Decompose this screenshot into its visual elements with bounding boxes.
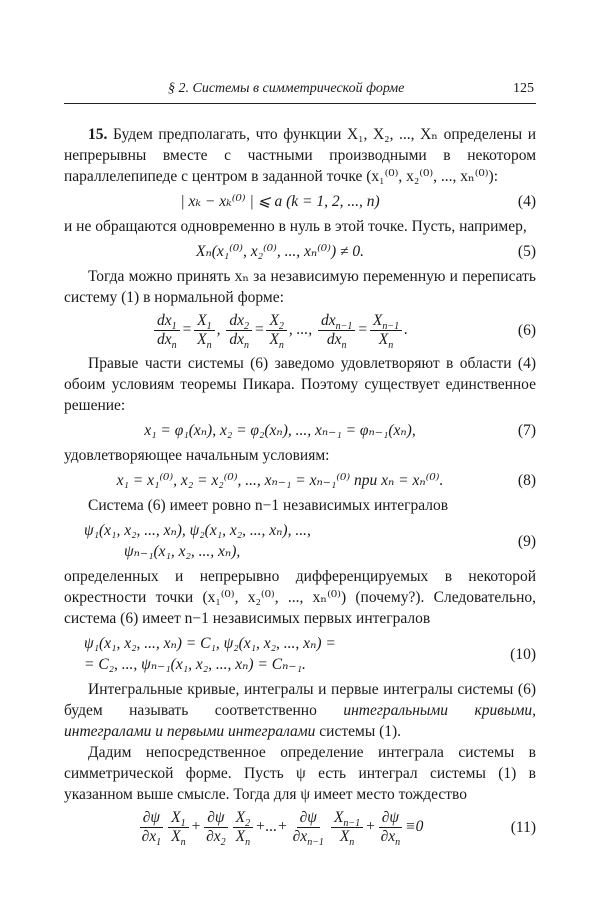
paragraph-6: Система (6) имеет ровно n−1 независимых интегралов [88, 497, 449, 514]
fraction: $\frac{dx_{n-1}}{dx_n}$ [318, 312, 355, 349]
equation-4 [64, 191, 536, 212]
fraction: $\frac{X_{n-1}}{X_n}$ [331, 809, 363, 846]
equation-11-number: (11) [510, 819, 536, 836]
equation-10-body [64, 633, 496, 675]
equation-9 [64, 520, 536, 562]
equation-5-number: (5) [517, 243, 536, 260]
fraction: $\frac{X_1}{X_n}$ [168, 809, 188, 846]
equation-11 [64, 809, 536, 849]
paragraph-2: и не обращаются одновременно в нуль в этой точке. Пусть, например, [64, 218, 527, 235]
equation-4-body: | xₖ − xₖ⁽⁰⁾ | ⩽ a (k = 1, 2, ..., n) [180, 193, 380, 210]
equation-9-number: (9) [517, 532, 536, 550]
equation-5-body: Xₙ(x₁⁽⁰⁾, x₂⁽⁰⁾, ..., xₙ⁽⁰⁾) ≠ 0. [195, 243, 364, 260]
paragraph-8-end: системы (1). [315, 723, 402, 740]
running-header [64, 78, 536, 104]
equation-7-body: x₁ = φ₁(xₙ), x₂ = φ₂(xₙ), ..., xₙ₋₁ = φₙ₋₁(xₙ), [144, 422, 416, 439]
equation-9-line-1: ψ₁(x₁, x₂, ..., xₙ), ψ₂(x₁, x₂, ..., xₙ), ..., [84, 522, 311, 539]
fraction: $\frac{\partial\psi}{\partial x_n}$ [380, 809, 401, 849]
paragraph-8-start: Интегральные кривые, интегралы и первые интегралы системы (6) будем называть соответственно [64, 681, 536, 719]
paragraph-8-emphasis: интегральными кривыми, интегралами и первыми интегралами [64, 702, 536, 740]
paragraph-5: удовлетворяющее начальным условиям: [64, 447, 330, 464]
intro-paragraph [64, 124, 536, 187]
equation-11-body: $\frac{\partial\psi}{\partial x_1}$ $\frac{X_1}{X_n}$ + $\frac{\partial\psi}{\partial x_2}$ $\frac{X_2}{X_n}$ +...+ $\frac{\partial\psi}{\partial x_{n-1}}$ $\frac{X_{n-1}}{X_n}$ + $\frac{\partial\psi}{\partial x_n}$ ≡0 [64, 809, 496, 846]
equation-10-line-2: = C₂, ..., ψₙ₋₁(x₁, x₂, ..., xₙ) = Cₙ₋₁. [84, 656, 306, 673]
fraction: $\frac{\partial\psi}{\partial x_2}$ [206, 809, 226, 849]
equation-6-body: $\frac{dx_1}{dx_n}$ = $\frac{X_1}{X_n}$ , $\frac{dx_2}{dx_n}$ = $\frac{X_2}{X_n}$ , ..., $\frac{dx_{n-1}}{dx_n}$ = $\frac{X_{n-1}}{X_n}$ . [64, 312, 496, 349]
equation-9-body [64, 520, 496, 562]
equation-6 [64, 312, 536, 352]
equation-8 [64, 470, 536, 491]
paragraph-4: Правые части системы (6) заведомо удовлетворяют в области (4) обоим условиям теоремы Пикара. Поэтому существует единственное решение: [64, 355, 536, 414]
fraction: $\frac{X_{n-1}}{X_n}$ [370, 312, 402, 349]
fraction: $\frac{dx_2}{dx_n}$ [226, 312, 252, 349]
equation-10-line-1: ψ₁(x₁, x₂, ..., xₙ) = C₁, ψ₂(x₁, x₂, ..., xₙ) = [84, 635, 336, 652]
paragraph-7: определенных и непрерывно дифференцируемых в некоторой окрестности точки (x₁⁽⁰⁾, x₂⁽⁰⁾, ..., xₙ⁽⁰⁾) (почему?). Следовательно, система (6) имеет n−1 независимых первых интегралов [64, 568, 536, 627]
section-15 [64, 124, 536, 849]
equation-5 [64, 241, 536, 262]
intro-text: Будем предполагать, что функции X₁, X₂, ..., Xₙ определены и непрерывны вместе с частными производными в некотором параллелепипеде с центром в заданной точке (x₁⁽⁰⁾, x₂⁽⁰⁾, ..., xₙ⁽⁰⁾): [64, 126, 536, 185]
equation-9-line-2: ψₙ₋₁(x₁, x₂, ..., xₙ), [124, 543, 241, 560]
equation-8-number: (8) [517, 472, 536, 489]
page-number: 125 [513, 81, 534, 96]
fraction: $\frac{\partial\psi}{\partial x_1}$ [141, 809, 162, 849]
section-number: 15. [88, 126, 108, 143]
equation-8-body: x₁ = x₁⁽⁰⁾, x₂ = x₂⁽⁰⁾, ..., xₙ₋₁ = xₙ₋₁⁽⁰⁾ при xₙ = xₙ⁽⁰⁾. [116, 472, 444, 489]
equation-6-number: (6) [517, 322, 536, 339]
fraction: $\frac{dx_1}{dx_n}$ [154, 312, 180, 349]
header-title: § 2. Системы в симметрической форме [168, 81, 405, 96]
paragraph-3: Тогда можно принять xₙ за независимую переменную и переписать систему (1) в нормальной форме: [64, 268, 536, 306]
equation-7-number: (7) [517, 422, 536, 439]
fraction: $\frac{X_2}{X_n}$ [233, 809, 253, 846]
fraction: $\frac{\partial\psi}{\partial x_{n-1}}$ [292, 809, 324, 849]
equation-7 [64, 420, 536, 441]
fraction: $\frac{X_2}{X_n}$ [266, 312, 286, 349]
paragraph-9: Дадим непосредственное определение интеграла системы в симметрической форме. Пусть ψ есть интеграл системы (1) в указанном выше смысле. Тогда для ψ имеет место тождество [64, 744, 536, 803]
equation-10 [64, 633, 536, 675]
fraction: $\frac{X_1}{X_n}$ [194, 312, 214, 349]
paragraph-8 [64, 679, 536, 742]
equation-4-number: (4) [517, 193, 536, 210]
equation-10-number: (10) [510, 645, 536, 663]
